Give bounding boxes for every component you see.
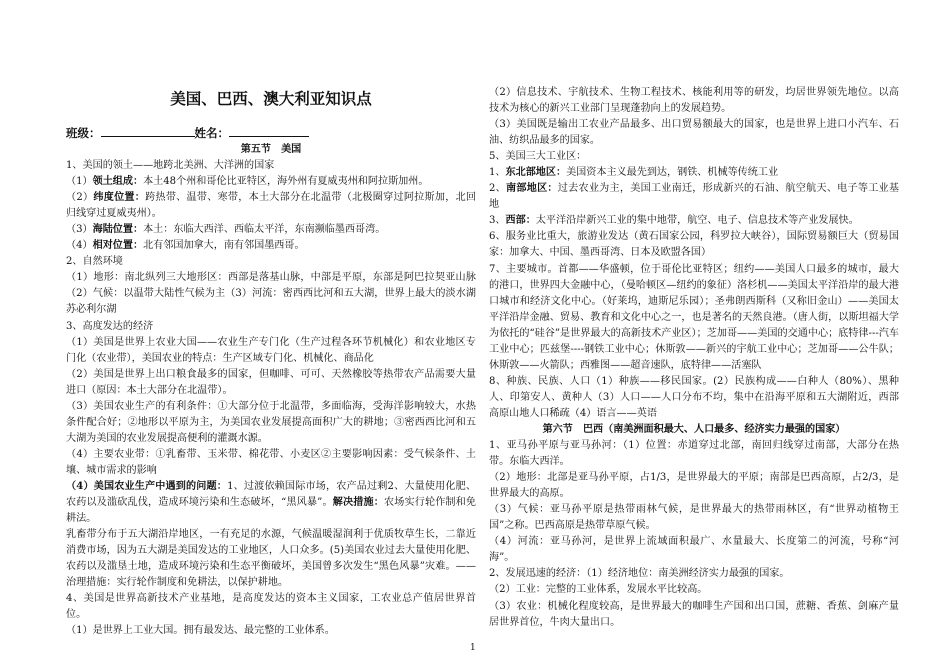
paragraph xyxy=(489,470,899,502)
paragraph xyxy=(66,399,476,447)
paragraph xyxy=(66,254,476,270)
section-heading-usa: 第五节 美国 xyxy=(240,144,302,155)
paragraph-text: （2）信息技术、宇航技术、生物工程技术、核能利用等的研发，均居世界领先地位。以高技术为核心的新兴工业部门呈现蓬勃向上的发展趋势。 xyxy=(489,87,899,115)
paragraph-text: （3）美国既是输出工农业产品最多、出口贸易额最大的国家，也是世界上进口小汽车、石油、纺织品最多的国家。 xyxy=(489,119,899,147)
paragraph xyxy=(489,262,899,374)
paragraph-text: （3） xyxy=(66,224,93,236)
name-blank xyxy=(229,124,309,137)
paragraph-text: （1）是世界上工业大国。拥有最发达、最完整的工业体系。 xyxy=(66,625,335,637)
paragraph xyxy=(489,534,899,566)
paragraph xyxy=(489,213,899,229)
paragraph-text: （2）美国是世界上出口粮食最多的国家，但咖啡、可可、天然橡胶等热带农产品需要大量进口（原因：本土大部分在北温带）。 xyxy=(66,368,476,396)
name-label: 姓名： xyxy=(194,126,229,140)
paragraph-text: （4）河流：亚马孙河，是世界上流域面积最广、水量最大、长度第二的河流，号称“河海”。 xyxy=(489,536,899,564)
paragraph-text: （1）地形：南北纵列三大地形区：西部是落基山脉，中部是平原，东部是阿巴拉契亚山脉（2）气候：以温带大陆性气候为主（3）河流：密西西比河和五大湖，世界上最大的淡水湖苏必利尔湖 xyxy=(66,272,476,316)
bold-term: （4）美国农业生产中遇到的问题： xyxy=(66,480,228,492)
paragraph-text: 1、亚马孙平原与亚马孙河：（1）位置：赤道穿过北部，南回归线穿过南部，大部分在热带。东临大西洋。 xyxy=(489,440,899,468)
bold-term: 西部： xyxy=(505,215,536,227)
paragraph xyxy=(489,85,899,117)
paragraph-text: 太平洋沿岸新兴工业的集中地带，航空、电子、信息技术等产业发展快。 xyxy=(535,215,859,227)
paragraph-text: （2）工业：完整的工业体系，发展水平比较高。 xyxy=(489,584,708,596)
paragraph-text: （1） xyxy=(66,176,93,188)
paragraph xyxy=(489,374,899,422)
paragraph xyxy=(489,117,899,149)
paragraph-text: 7、主要城市。首都——华盛顿，位于哥伦比亚特区；纽约——美国人口最多的城市，最大的港口，世界四大金融中心，（曼哈顿区—纽约的象征）洛杉机——美国太平洋沿岸的最大港口城市和经济文化中心。（好莱坞，迪斯尼乐园）；圣弗朗西斯科（又称旧金山）——美国太平洋沿岸金融、贸易、教育和文化中心之一，也是著名的天然良港。（唐人街，以斯坦福大学为依托的“硅谷”是世界最大的高新技术产业区）；芝加哥——美国的交通中心；底特律---汽车工业中心；匹兹堡----钢铁工业中心；休斯敦——新兴的宇航工业中心；芝加哥——公牛队；休斯敦——火箭队；西雅图——超音速队，底特律——活塞队 xyxy=(489,263,899,371)
paragraph xyxy=(66,222,476,238)
paragraph xyxy=(489,599,899,631)
bold-term: 南部地区： xyxy=(506,183,558,195)
paragraph-text: （2）地形：北部是亚马孙平原，占1/3，是世界最大的平原；南部是巴西高原，占2/3，是世界最大的高原。 xyxy=(489,472,899,500)
bold-term: 相对位置： xyxy=(92,240,144,252)
paragraph-text: 美国资本主义最先到达，钢铁、机械等传统工业 xyxy=(566,167,779,179)
paragraph xyxy=(66,527,476,591)
paragraph-text: 5、美国三大工业区： xyxy=(489,151,587,163)
paragraph xyxy=(489,165,899,181)
paragraph xyxy=(66,319,476,335)
document-title: 美国、巴西、澳大利亚知识点 xyxy=(170,89,372,108)
paragraph-text: 3、 xyxy=(489,215,506,227)
left-column xyxy=(66,88,476,639)
paragraph xyxy=(66,479,476,527)
paragraph xyxy=(489,566,899,582)
class-label: 班级： xyxy=(66,126,101,140)
paragraph-text: 2、发展迅速的经济：（1）经济地位：南美洲经济实力最强的国家。 xyxy=(489,568,790,580)
paragraph xyxy=(489,438,899,470)
paragraph-text: 3、高度发达的经济 xyxy=(66,320,154,332)
paragraph-text: （4）主要农业带：①乳畜带、玉米带、棉花带、小麦区②主要影响因素：受气候条件、土壤、城市需求的影响 xyxy=(66,448,476,476)
paragraph xyxy=(489,229,899,261)
paragraph xyxy=(66,335,476,367)
paragraph-text: 过去农业为主，美国工业南迁，形成新兴的石油、航空航天、电子等工业基地 xyxy=(489,183,900,211)
paragraph-text: 2、自然环境 xyxy=(66,256,123,268)
paragraph-text: （4） xyxy=(66,240,93,252)
paragraph-text: 北有邻国加拿大，南有邻国墨西哥。 xyxy=(143,240,305,252)
bold-term: 纬度位置： xyxy=(93,192,146,204)
paragraph-text: （3）农业：机械化程度较高，是世界最大的咖啡生产国和出口国，蔗糖、香蕉、剑麻产量居世界首位，牛肉大量出口。 xyxy=(489,600,899,628)
paragraph-text: 2、 xyxy=(489,183,507,195)
paragraph xyxy=(66,591,476,623)
paragraph xyxy=(66,367,476,399)
paragraph-text: 1、 xyxy=(489,167,506,179)
right-body xyxy=(489,85,899,631)
paragraph-text: （3）气候：亚马孙平原是热带雨林气候，是世界最大的热带雨林区，有“世界动植物王国”之称。巴西高原是热带草原气候。 xyxy=(489,504,899,532)
paragraph xyxy=(489,582,899,598)
paragraph-text: 乳畜带分布于五大湖沿岸地区，一有充足的水源，气候温暖湿润利于优质牧草生长，二靠近消费市场，因为五大湖是美国发达的工业地区，人口众多。(5)美国农业过去大量使用化肥、农药以及滥垦土地，造成环境污染和生态平衡破坏，美国曾多次发生“黑色风暴”灾难。——治理措施：实行轮作制度和免耕法，以保护耕地。 xyxy=(66,529,476,589)
paragraph-text: 跨热带、温带、寒带，本土大部分在北温带（北极圈穿过阿拉斯加，北回归线穿过夏威夷州）。 xyxy=(66,192,477,220)
paragraph-text: 农场实行轮作制和免耕法。 xyxy=(66,497,477,525)
bold-term: 东北部地区： xyxy=(505,167,567,179)
paragraph xyxy=(66,174,476,190)
paragraph xyxy=(66,190,476,222)
right-column xyxy=(489,85,899,631)
student-info-line xyxy=(66,124,476,142)
paragraph xyxy=(66,270,476,318)
class-blank xyxy=(101,124,195,137)
page-number: 1 xyxy=(470,643,476,653)
bold-term: 解决措施： xyxy=(332,497,384,509)
bold-term: 海陆位置： xyxy=(92,224,144,236)
paragraph-text: 本土：东临大西洋、西临太平洋，东南濒临墨西哥湾。 xyxy=(143,224,386,236)
paragraph xyxy=(66,158,476,174)
paragraph xyxy=(489,502,899,534)
paragraph-text: 本土48个州和哥伦比亚特区，海外州有夏威夷州和阿拉斯加州。 xyxy=(143,176,429,188)
paragraph-text: 1、美国的领土——地跨北美洲、大洋洲的国家 xyxy=(66,160,275,172)
paragraph-text: （3）美国农业生产的有利条件：①大部分位于北温带，多面临海，受海洋影响较大，水热条件配合好；②地形以平原为主，为美国农业发展提高面积广大的耕地；③密西西比河和五大湖为美国的农业发展提高便利的灌溉水源。 xyxy=(66,400,476,444)
paragraph-text: （1）美国是世界上农业大国——农业生产专门化（生产过程各环节机械化）和农业地区专门化（农业带），美国农业的特点：生产区域专门化、机械化、商品化 xyxy=(66,336,476,364)
paragraph-text: 6、服务业比重大，旅游业发达（黄石国家公园，科罗拉大峡谷），国际贸易额巨大（贸易国家：加拿大、中国、墨西哥湾、日本及欧盟各国） xyxy=(489,231,899,259)
paragraph xyxy=(66,447,476,479)
bold-term: 领土组成： xyxy=(92,176,144,188)
left-body xyxy=(66,158,476,639)
paragraph xyxy=(489,149,899,165)
paragraph-text: 1、过渡依赖国际市场，农产品过剩2、大量使用化肥、农药以及滥砍乱伐，造成环境污染和生态破坏，“黑风暴”。 xyxy=(66,480,476,509)
paragraph-text: 4、美国是世界高新技术产业基地，是高度发达的资本主义国家，工农业总产值居世界首位。 xyxy=(66,593,476,621)
paragraph xyxy=(66,623,476,639)
section-heading: 第六节 巴西（南美洲面积最大、人口最多、经济实力最强的国家） xyxy=(542,423,846,435)
paragraph xyxy=(489,181,899,213)
paragraph xyxy=(66,238,476,254)
paragraph-text: 8、种族、民族、人口（1）种族——移民国家。(2）民族构成——白种人（80%）、黑种人、印第安人、黄种人（3）人口——人口分布不均，集中在沿海平原和五大湖附近，西部高原山地人口稀疏（4）语言——英语 xyxy=(489,375,899,419)
paragraph-text: （2） xyxy=(66,192,94,204)
